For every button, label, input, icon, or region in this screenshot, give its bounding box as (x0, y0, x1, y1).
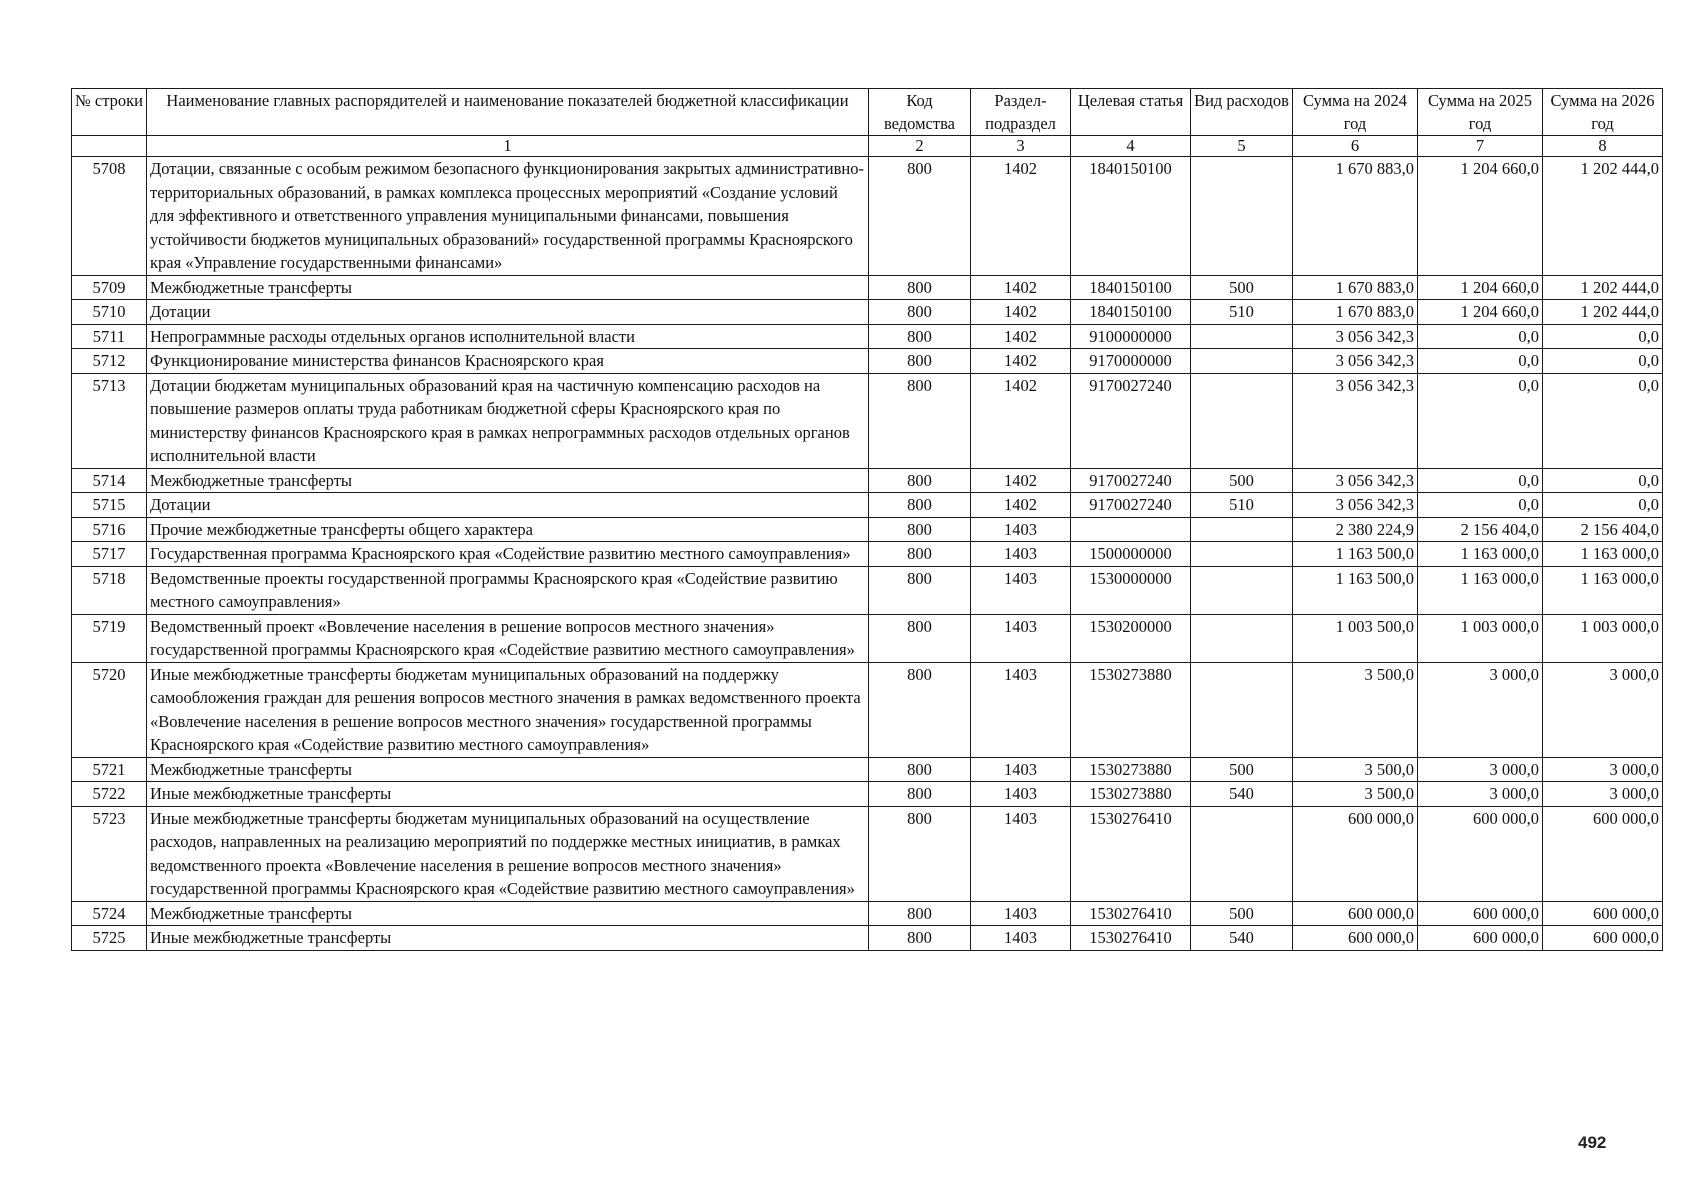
row-name-cell: Функционирование министерства финансов Красноярского края (147, 349, 869, 374)
section-cell: 1403 (971, 566, 1071, 614)
row-name-cell: Прочие межбюджетные трансферты общего характера (147, 517, 869, 542)
sum-2025-cell: 3 000,0 (1418, 662, 1543, 757)
budget-table (71, 88, 1663, 951)
expense-type-cell: 540 (1191, 926, 1293, 951)
target-article-cell: 1530276410 (1071, 806, 1191, 901)
page-number: 492 (1578, 1133, 1607, 1152)
target-article-cell: 1530276410 (1071, 926, 1191, 951)
expense-type-cell (1191, 517, 1293, 542)
target-article-cell: 1840150100 (1071, 157, 1191, 276)
table-row (72, 324, 1663, 349)
dept-code-cell: 800 (869, 275, 971, 300)
header-expense-type: Вид расходов (1191, 89, 1293, 136)
dept-code-cell: 800 (869, 614, 971, 662)
row-name-cell: Межбюджетные трансферты (147, 468, 869, 493)
dept-code-cell: 800 (869, 662, 971, 757)
sum-2024-cell: 3 500,0 (1293, 662, 1418, 757)
column-number-blank (72, 136, 147, 157)
row-name-cell: Ведомственный проект «Вовлечение населения в решение вопросов местного значения» государственной программы Красноярского края «Содействие развитию местного самоуправления» (147, 614, 869, 662)
table-row (72, 300, 1663, 325)
table-row (72, 542, 1663, 567)
dept-code-cell: 800 (869, 566, 971, 614)
sum-2026-cell: 0,0 (1543, 468, 1663, 493)
header-sum-2024: Сумма на 2024 год (1293, 89, 1418, 136)
row-number-cell: 5719 (72, 614, 147, 662)
dept-code-cell: 800 (869, 373, 971, 468)
row-name-cell: Ведомственные проекты государственной программы Красноярского края «Содействие развитию местного самоуправления» (147, 566, 869, 614)
dept-code-cell: 800 (869, 757, 971, 782)
sum-2025-cell: 1 204 660,0 (1418, 275, 1543, 300)
expense-type-cell (1191, 614, 1293, 662)
row-name-cell: Непрограммные расходы отдельных органов исполнительной власти (147, 324, 869, 349)
expense-type-cell (1191, 157, 1293, 276)
expense-type-cell: 540 (1191, 782, 1293, 807)
sum-2024-cell: 1 163 500,0 (1293, 542, 1418, 567)
expense-type-cell: 500 (1191, 901, 1293, 926)
row-name-cell: Дотации (147, 493, 869, 518)
expense-type-cell: 500 (1191, 757, 1293, 782)
sum-2025-cell: 0,0 (1418, 468, 1543, 493)
target-article-cell: 1840150100 (1071, 275, 1191, 300)
row-name-cell: Межбюджетные трансферты (147, 757, 869, 782)
sum-2025-cell: 0,0 (1418, 324, 1543, 349)
sum-2026-cell: 1 163 000,0 (1543, 566, 1663, 614)
sum-2024-cell: 1 003 500,0 (1293, 614, 1418, 662)
expense-type-cell (1191, 806, 1293, 901)
sum-2025-cell: 1 204 660,0 (1418, 157, 1543, 276)
expense-type-cell (1191, 542, 1293, 567)
dept-code-cell: 800 (869, 901, 971, 926)
row-name-cell: Иные межбюджетные трансферты бюджетам муниципальных образований на поддержку самообложения граждан для решения вопросов местного значения в рамках ведомственного проекта «Вовлечение населения в решение вопросов местного значения» государственной программы Красноярского края «Содействие развитию местного самоуправления» (147, 662, 869, 757)
expense-type-cell (1191, 324, 1293, 349)
section-cell: 1402 (971, 468, 1071, 493)
sum-2026-cell: 3 000,0 (1543, 782, 1663, 807)
section-cell: 1402 (971, 493, 1071, 518)
sum-2025-cell: 1 204 660,0 (1418, 300, 1543, 325)
column-number: 6 (1293, 136, 1418, 157)
sum-2026-cell: 1 202 444,0 (1543, 300, 1663, 325)
header-section: Раздел-подраздел (971, 89, 1071, 136)
row-number-cell: 5721 (72, 757, 147, 782)
row-number-cell: 5717 (72, 542, 147, 567)
row-number-cell: 5723 (72, 806, 147, 901)
target-article-cell: 9100000000 (1071, 324, 1191, 349)
dept-code-cell: 800 (869, 782, 971, 807)
section-cell: 1403 (971, 662, 1071, 757)
sum-2025-cell: 600 000,0 (1418, 901, 1543, 926)
row-number-cell: 5711 (72, 324, 147, 349)
table-row (72, 901, 1663, 926)
row-number-cell: 5713 (72, 373, 147, 468)
sum-2026-cell: 1 202 444,0 (1543, 157, 1663, 276)
target-article-cell: 1500000000 (1071, 542, 1191, 567)
header-sum-2026: Сумма на 2026 год (1543, 89, 1663, 136)
table-row (72, 926, 1663, 951)
column-number: 7 (1418, 136, 1543, 157)
row-number-cell: 5724 (72, 901, 147, 926)
sum-2026-cell: 2 156 404,0 (1543, 517, 1663, 542)
sum-2025-cell: 3 000,0 (1418, 782, 1543, 807)
table-row (72, 806, 1663, 901)
row-name-cell: Государственная программа Красноярского края «Содействие развитию местного самоуправления» (147, 542, 869, 567)
expense-type-cell (1191, 349, 1293, 374)
dept-code-cell: 800 (869, 468, 971, 493)
section-cell: 1402 (971, 300, 1071, 325)
target-article-cell: 1530276410 (1071, 901, 1191, 926)
sum-2026-cell: 0,0 (1543, 324, 1663, 349)
expense-type-cell (1191, 566, 1293, 614)
table-row (72, 157, 1663, 276)
table-header (72, 89, 1663, 157)
row-number-cell: 5708 (72, 157, 147, 276)
row-number-cell: 5715 (72, 493, 147, 518)
table-row (72, 493, 1663, 518)
header-row-no: № строки (72, 89, 147, 136)
section-cell: 1403 (971, 542, 1071, 567)
column-number: 1 (147, 136, 869, 157)
target-article-cell: 1530273880 (1071, 662, 1191, 757)
sum-2026-cell: 3 000,0 (1543, 662, 1663, 757)
dept-code-cell: 800 (869, 493, 971, 518)
header-name: Наименование главных распорядителей и наименование показателей бюджетной классификации (147, 89, 869, 136)
row-number-cell: 5710 (72, 300, 147, 325)
row-name-cell: Иные межбюджетные трансферты бюджетам муниципальных образований на осуществление расходов, направленных на реализацию мероприятий по поддержке местных инициатив, в рамках ведомственного проекта «Вовлечение населения в решение вопросов местного значения» государственной программы Красноярского края «Содействие развитию местного самоуправления» (147, 806, 869, 901)
section-cell: 1403 (971, 757, 1071, 782)
column-number: 8 (1543, 136, 1663, 157)
sum-2024-cell: 3 500,0 (1293, 757, 1418, 782)
sum-2024-cell: 3 056 342,3 (1293, 493, 1418, 518)
sum-2026-cell: 600 000,0 (1543, 901, 1663, 926)
target-article-cell: 9170027240 (1071, 493, 1191, 518)
target-article-cell: 1530273880 (1071, 757, 1191, 782)
sum-2026-cell: 1 202 444,0 (1543, 275, 1663, 300)
row-number-cell: 5718 (72, 566, 147, 614)
section-cell: 1402 (971, 324, 1071, 349)
sum-2024-cell: 3 056 342,3 (1293, 468, 1418, 493)
sum-2024-cell: 3 056 342,3 (1293, 349, 1418, 374)
column-number: 4 (1071, 136, 1191, 157)
table-row (72, 662, 1663, 757)
sum-2024-cell: 1 670 883,0 (1293, 275, 1418, 300)
section-cell: 1403 (971, 782, 1071, 807)
row-name-cell: Дотации бюджетам муниципальных образований края на частичную компенсацию расходов на повышение размеров оплаты труда работникам бюджетной сферы Красноярского края по министерству финансов Красноярского края в рамках непрограммных расходов отдельных органов исполнительной власти (147, 373, 869, 468)
sum-2025-cell: 1 003 000,0 (1418, 614, 1543, 662)
sum-2024-cell: 600 000,0 (1293, 926, 1418, 951)
row-number-cell: 5725 (72, 926, 147, 951)
column-number: 5 (1191, 136, 1293, 157)
dept-code-cell: 800 (869, 349, 971, 374)
sum-2025-cell: 600 000,0 (1418, 806, 1543, 901)
sum-2024-cell: 1 670 883,0 (1293, 157, 1418, 276)
row-name-cell: Межбюджетные трансферты (147, 901, 869, 926)
dept-code-cell: 800 (869, 300, 971, 325)
row-number-cell: 5714 (72, 468, 147, 493)
sum-2026-cell: 0,0 (1543, 349, 1663, 374)
sum-2026-cell: 1 003 000,0 (1543, 614, 1663, 662)
dept-code-cell: 800 (869, 517, 971, 542)
sum-2025-cell: 3 000,0 (1418, 757, 1543, 782)
row-name-cell: Дотации, связанные с особым режимом безопасного функционирования закрытых административно-территориальных образований, в рамках комплекса процессных мероприятий «Создание условий для эффективного и ответственного управления муниципальными финансами, повышения устойчивости бюджетов муниципальных образований» государственной программы Красноярского края «Управление государственными финансами» (147, 157, 869, 276)
dept-code-cell: 800 (869, 926, 971, 951)
section-cell: 1402 (971, 157, 1071, 276)
row-number-cell: 5712 (72, 349, 147, 374)
table-row (72, 275, 1663, 300)
target-article-cell: 9170000000 (1071, 349, 1191, 374)
expense-type-cell: 500 (1191, 275, 1293, 300)
sum-2024-cell: 1 163 500,0 (1293, 566, 1418, 614)
table-row (72, 566, 1663, 614)
section-cell: 1403 (971, 806, 1071, 901)
target-article-cell: 9170027240 (1071, 468, 1191, 493)
column-number: 3 (971, 136, 1071, 157)
sum-2026-cell: 3 000,0 (1543, 757, 1663, 782)
sum-2024-cell: 3 056 342,3 (1293, 324, 1418, 349)
expense-type-cell: 510 (1191, 300, 1293, 325)
header-dept-code: Код ведомства (869, 89, 971, 136)
section-cell: 1403 (971, 926, 1071, 951)
header-sum-2025: Сумма на 2025 год (1418, 89, 1543, 136)
dept-code-cell: 800 (869, 806, 971, 901)
sum-2026-cell: 0,0 (1543, 493, 1663, 518)
table-body (72, 157, 1663, 951)
table-row (72, 373, 1663, 468)
sum-2024-cell: 600 000,0 (1293, 806, 1418, 901)
table-row (72, 468, 1663, 493)
table-row (72, 782, 1663, 807)
section-cell: 1403 (971, 614, 1071, 662)
sum-2025-cell: 600 000,0 (1418, 926, 1543, 951)
column-number: 2 (869, 136, 971, 157)
sum-2026-cell: 0,0 (1543, 373, 1663, 468)
target-article-cell: 1530200000 (1071, 614, 1191, 662)
expense-type-cell (1191, 373, 1293, 468)
row-number-cell: 5709 (72, 275, 147, 300)
row-name-cell: Дотации (147, 300, 869, 325)
row-name-cell: Иные межбюджетные трансферты (147, 926, 869, 951)
table-row (72, 757, 1663, 782)
target-article-cell: 9170027240 (1071, 373, 1191, 468)
expense-type-cell: 500 (1191, 468, 1293, 493)
expense-type-cell: 510 (1191, 493, 1293, 518)
section-cell: 1402 (971, 349, 1071, 374)
sum-2024-cell: 2 380 224,9 (1293, 517, 1418, 542)
dept-code-cell: 800 (869, 324, 971, 349)
sum-2025-cell: 2 156 404,0 (1418, 517, 1543, 542)
dept-code-cell: 800 (869, 542, 971, 567)
target-article-cell (1071, 517, 1191, 542)
section-cell: 1403 (971, 517, 1071, 542)
table-row (72, 517, 1663, 542)
sum-2026-cell: 600 000,0 (1543, 806, 1663, 901)
sum-2024-cell: 3 056 342,3 (1293, 373, 1418, 468)
table-row (72, 614, 1663, 662)
sum-2024-cell: 600 000,0 (1293, 901, 1418, 926)
dept-code-cell: 800 (869, 157, 971, 276)
sum-2024-cell: 1 670 883,0 (1293, 300, 1418, 325)
header-target: Целевая статья (1071, 89, 1191, 136)
sum-2025-cell: 0,0 (1418, 373, 1543, 468)
target-article-cell: 1530273880 (1071, 782, 1191, 807)
sum-2025-cell: 1 163 000,0 (1418, 542, 1543, 567)
target-article-cell: 1530000000 (1071, 566, 1191, 614)
section-cell: 1403 (971, 901, 1071, 926)
sum-2025-cell: 0,0 (1418, 493, 1543, 518)
sum-2025-cell: 1 163 000,0 (1418, 566, 1543, 614)
section-cell: 1402 (971, 275, 1071, 300)
row-name-cell: Иные межбюджетные трансферты (147, 782, 869, 807)
row-number-cell: 5716 (72, 517, 147, 542)
section-cell: 1402 (971, 373, 1071, 468)
expense-type-cell (1191, 662, 1293, 757)
sum-2026-cell: 1 163 000,0 (1543, 542, 1663, 567)
row-number-cell: 5722 (72, 782, 147, 807)
sum-2025-cell: 0,0 (1418, 349, 1543, 374)
row-number-cell: 5720 (72, 662, 147, 757)
sum-2026-cell: 600 000,0 (1543, 926, 1663, 951)
table-row (72, 349, 1663, 374)
sum-2024-cell: 3 500,0 (1293, 782, 1418, 807)
row-name-cell: Межбюджетные трансферты (147, 275, 869, 300)
target-article-cell: 1840150100 (1071, 300, 1191, 325)
